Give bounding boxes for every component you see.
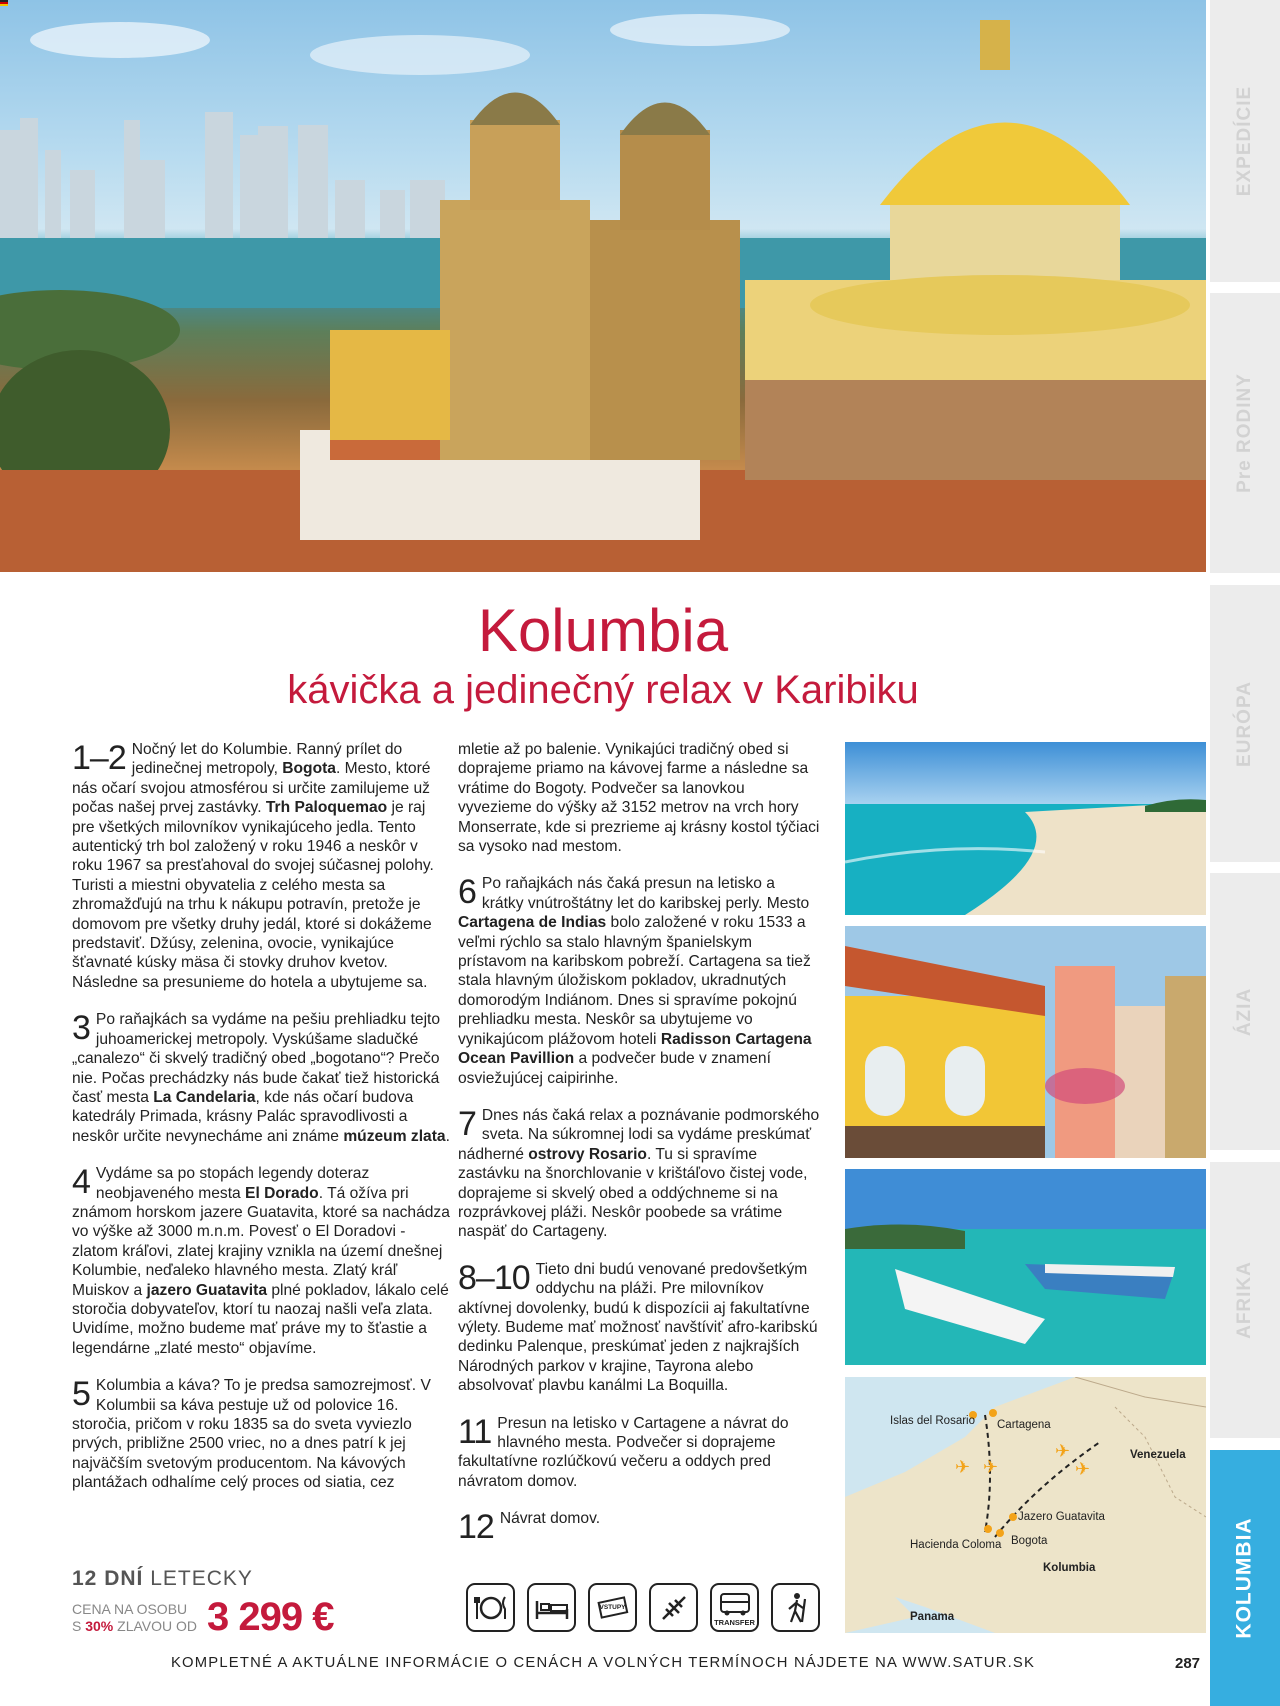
ticket-icon: VSTUPY xyxy=(588,1583,637,1632)
section-tabs xyxy=(1208,0,1280,1706)
page-subtitle: kávička a jedinečný relax v Karibiku xyxy=(287,668,919,712)
itinerary-day-1-2: 1–2 Nočný let do Kolumbie. Ranný prílet do jedinečnej metropoly, Bogota. Mesto, ktoré nás očarí svojou atmosférou si určite zamilujeme už počas našej prvej zastávky. Trh Paloquemao je raj pre všetkých milovníkov vynikajúceho jedla. Tento autentický trh bol založený v roku 1946 a neskôr v roku 1967 sa presťahoval do svojej súčasnej polohy. Turisti a miestni obyvatelia z celého mesta sa zhromažďujú na trhu k nákupu potravín, pretože je domovom pre všetky druhy jedál, ktoré si dokážeme predstaviť. Džúsy, zelenina, ovocie, vynikajúce šťavnaté kúsky mäsa či stovky druhov kvetov. Následne sa presunieme do hotela a ubytujeme sa. xyxy=(72,739,434,991)
map-label-venezuela: Venezuela xyxy=(1130,1449,1186,1461)
itinerary-day-11: 11 Presun na letisko v Cartagene a návrat do hlavného mesta. Podvečer si doprajeme fakultatívne rozlúčkovú večeru a oddych pred návratom domov. xyxy=(458,1412,789,1490)
bus-icon: TRANSFER xyxy=(710,1583,759,1632)
itinerary-day-5-continued: mletie až po balenie. Vynikajúci tradičný obed si doprajeme priamo na kávovej farme a následne sa vrátime do Bogoty. Podvečer sa lanovkou vyvezieme do výšky až 3152 metrov na vrch hory Monserrate, kde si prezrieme aj krásny kostol týčiaci sa vysoko nad mestom. xyxy=(458,741,820,856)
itinerary-day-5: 5 Kolumbia a káva? To je predsa samozrejmosť. V Kolumbii sa káva pestuje už od polovice 16. storočia, pričom v roku 1835 sa do sveta vyviezlo prvých, približne 2500 vriec, no a dnes patrí k jej najväčším svetovým producentom. Na kávových plantážach odhalíme celý proces od siatia, cez xyxy=(72,1375,431,1492)
map-label-kolumbia: Kolumbia xyxy=(1043,1562,1096,1574)
itinerary-column-1 xyxy=(72,740,452,1511)
meal-icon xyxy=(466,1583,515,1632)
included-services xyxy=(466,1583,820,1632)
footer-info: KOMPLETNÉ A AKTUÁLNE INFORMÁCIE O CENÁCH A VOLNÝCH TERMÍNOCH NÁJDETE NA WWW.SATUR.SK xyxy=(170,1655,1036,1671)
itinerary-day-6: 6 Po raňajkách nás čaká presun na letisko a krátky vnútroštátny let do karibskej perly. Mesto Cartagena de Indias bolo založené v roku 1533 a veľmi rýchlo sa stalo hlavným španielskym prístavom na karibskom pobreží. Cartagena sa tiež stala hlavným úložiskom pokladov, ukradnutých domorodým Indiánom. Dnes si spravíme pokojnú prehliadku mesta. Neskôr sa ubytujeme vo vynikajúcom plážovom hoteli Radisson Cartagena Ocean Pavillion a podvečer bude v znamení osviežujúcej caipirinhe. xyxy=(458,873,812,1087)
itinerary-day-4: 4 Vydáme sa po stopách legendy doteraz neobjaveného mesta El Dorado. Tá ožíva pri známom horskom jazere Guatavita, ktoré sa nachádza vo výške až 3000 m.n.m. Povesť o El Doradovi - zlatom kráľovi, zlatej krajiny vznikla na území dnešnej Kolumbie, neďaleko hlavného mesta. Zlatý kráľ Muiskov a jazero Guatavita plné pokladov, lákalo celé storočia dobyvateľov, ktorí tu naozaj našli veľa zlata. Uvidíme, možno budeme mať práve my to šťastie a legendárne „zlaté mesto“ objavíme. xyxy=(72,1163,450,1357)
tab-europa[interactable]: EURÓPA xyxy=(1210,585,1280,862)
map-label-guatavita: Jazero Guatavita xyxy=(1018,1511,1105,1523)
map-label-bogota: Bogota xyxy=(1011,1535,1048,1547)
page-title: Kolumbia xyxy=(477,597,729,664)
tab-azia[interactable]: ÁZIA xyxy=(1210,873,1280,1150)
itinerary-day-8-10: 8–10 Tieto dni budú venované predovšetkým oddychu na pláži. Pre milovníkov aktívnej dovolenky, budú k dispozícii aj fakultatívne výlety. Budeme mať možnosť navštíviť afro-karibskú dedinku Palenque, preskúmať jeden z najkrajších Národných parkov v krajine, Tayrona alebo absolvovať plavbu kanálmi La Boquilla. xyxy=(458,1258,818,1395)
hero-illustration xyxy=(0,0,1206,572)
hero-photo xyxy=(0,0,1206,572)
street-photo xyxy=(845,926,1206,1158)
beach-photo xyxy=(845,742,1206,915)
boats-photo xyxy=(845,1169,1206,1365)
map-label-hacienda: Hacienda Coloma xyxy=(910,1539,1002,1551)
tab-kolumbia[interactable]: KOLUMBIA xyxy=(1210,1450,1280,1706)
itinerary-day-3: 3 Po raňajkách sa vydáme na pešiu prehliadku tejto juhoamerickej metropoly. Vyskúšame sladučké „canalezo“ či skvelý tradičný obed „bogotano“? Prečo nie. Počas prechádzky nás bude čakať tiež historická časť mesta La Candelaria, kde nás očarí budova katedrály Primada, krásny Palác spravodlivosti a neskôr určite nevynecháme ani známe múzeum zlata. xyxy=(72,1009,450,1145)
svg-text:✈: ✈ xyxy=(1055,1441,1071,1462)
bed-icon xyxy=(527,1583,576,1632)
price-amount: 3 299 € xyxy=(207,1595,334,1639)
flag-icon xyxy=(0,0,8,6)
hiker-icon xyxy=(771,1583,820,1632)
itinerary-day-7: 7 Dnes nás čaká relax a poznávanie podmorského sveta. Na súkromnej lodi sa vydáme preskúmať nádherné ostrovy Rosario. Tu si spravíme zastávku na šnorchlovanie v krištáľovo čistej vode, doprajeme si skvelý obed a oddýchneme si na rozprávkovej pláži. Neskôr poobede sa vrátime naspäť do Cartageny. xyxy=(458,1104,820,1241)
svg-text:✈: ✈ xyxy=(1075,1459,1091,1480)
tab-expedicie[interactable]: EXPEDÍCIE xyxy=(1210,0,1280,282)
map-label-islas: Islas del Rosario xyxy=(890,1415,976,1427)
route-map xyxy=(845,1377,1206,1633)
trip-duration: 12 DNÍ LETECKY xyxy=(72,1567,253,1590)
map-label-panama: Panama xyxy=(910,1611,955,1623)
tab-afrika[interactable]: AFRIKA xyxy=(1210,1162,1280,1438)
itinerary-day-12: 12 Návrat domov. xyxy=(458,1508,601,1547)
plane-icon xyxy=(649,1583,698,1632)
itinerary-column-2 xyxy=(458,740,820,1547)
tab-pre-rodiny[interactable]: Pre RODINY xyxy=(1210,293,1280,573)
map-label-cartagena: Cartagena xyxy=(997,1419,1051,1431)
svg-text:✈: ✈ xyxy=(983,1457,999,1478)
svg-text:✈: ✈ xyxy=(955,1457,971,1478)
page-number: 287 xyxy=(1175,1655,1201,1672)
price-label: CENA NA OSOBU S 30% ZLAVOU OD xyxy=(72,1601,198,1634)
